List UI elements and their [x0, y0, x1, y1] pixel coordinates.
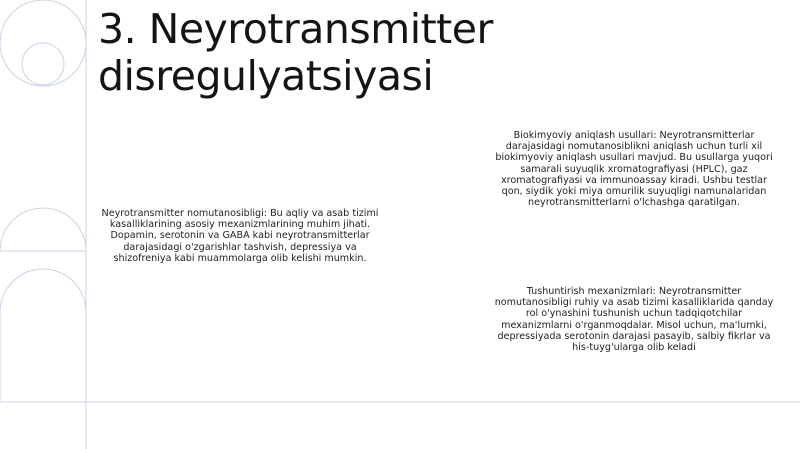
slide-title: 3. Neyrotransmitter disregulyatsiyasi — [98, 5, 493, 100]
decor-circle-small — [22, 43, 64, 85]
text-block-neurotransmitter-imbalance: Neyrotransmitter nomutanosibligi: Bu aqliy va asab tizimi kasalliklarining asosiy mexanizmlarining muhim jihati. Dopamin, serotonin va GABA kabi neyrotransmitterlar darajasidagi o'zgarishlar tashvish, depressiya va shizofreniya kabi muammolarga olib kelishi mumkin. — [101, 208, 379, 264]
text-block-explanation-mechanisms: Tushuntirish mexanizmlari: Neyrotransmitter nomutanosibligi ruhiy va asab tizimi kasalliklarida qanday rol o'ynashini tushunish uchun tadqiqotchilar mexanizmlarni o'rganmoqdalar. Misol uchun, ma'lumki, depressiyada serotonin darajasi pasayib, salbiy fikrlar va his-tuyg'ularga olib keladi — [494, 286, 774, 354]
text-block-biochemical-methods: Biokimyoviy aniqlash usullari: Neyrotransmitterlar darajasidagi nomutanosiblikni aniqlash uchun turli xil biokimyoviy aniqlash usullari mavjud. Bu usullarga yuqori samarali suyuqlik xromatografiyasi (HPLC), gaz xromatografiyasi va immunoassay kiradi. Ushbu testlar qon, siydik yoki miya omurilik suyuqligi namunalaridan neyrotransmitterlarni o'lchashga qaratilgan. — [495, 130, 773, 209]
decor-arch-upper — [0, 208, 86, 251]
decor-arch-lower — [0, 269, 86, 402]
